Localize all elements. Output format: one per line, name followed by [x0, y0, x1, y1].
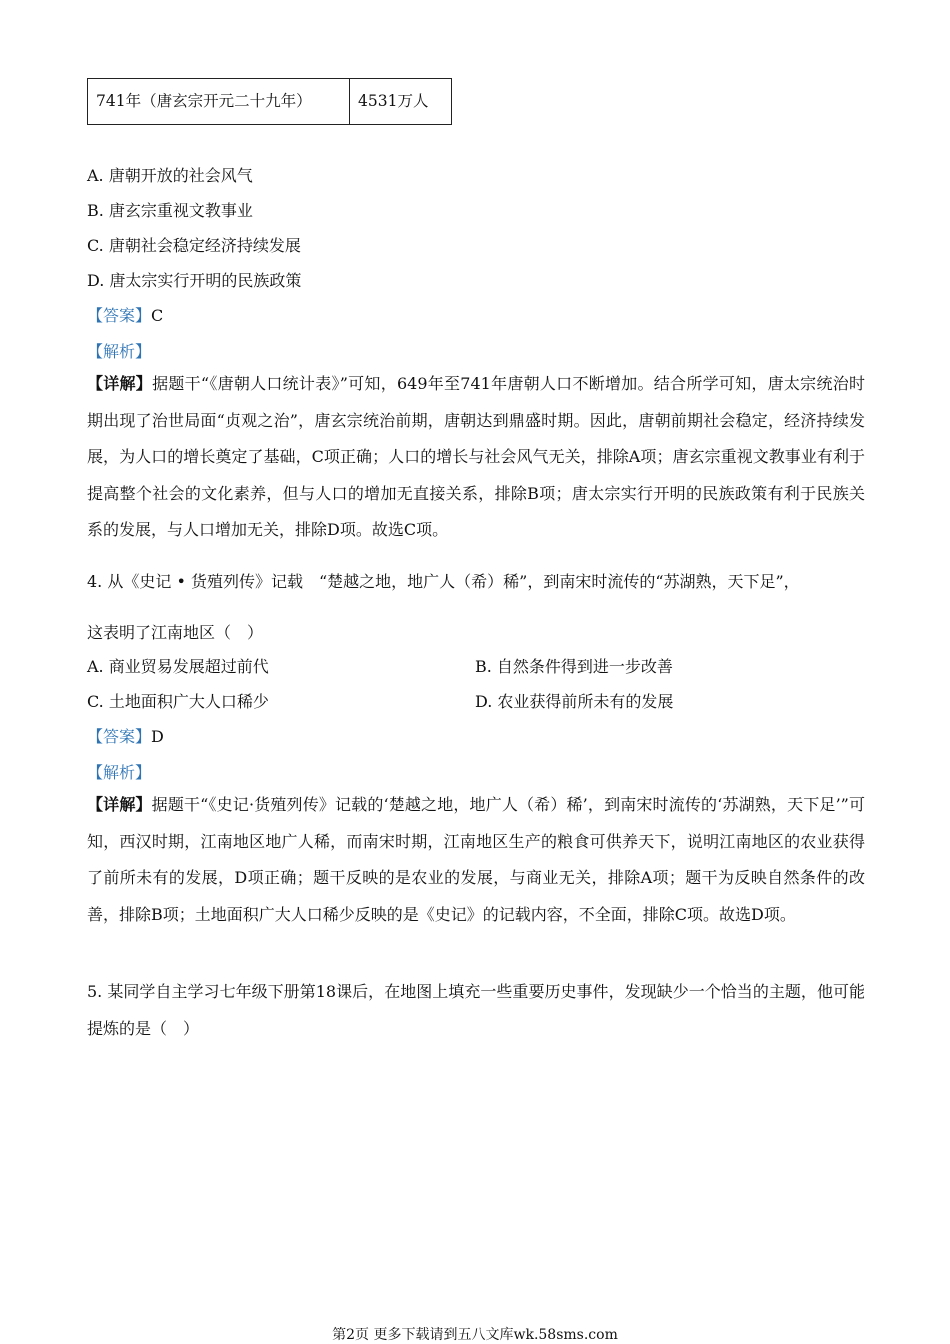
q4-option-a: A. 商业贸易发展超过前代	[87, 657, 269, 676]
population-cell: 4531万人	[350, 79, 452, 125]
detail-text: 据题干“《唐朝人口统计表》”可知，649年至741年唐朝人口不断增加。结合所学可知，唐太宗统治时期出现了治世局面“贞观之治”，唐玄宗统治前期，唐朝达到鼎盛时期。因此，唐朝前期社会稳定，经济持续发展，为人口的增长奠定了基础，C项正确；人口的增长与社会风气无关，排除A项；唐玄宗重视文教事业有利于提高整个社会的文化素养，但与人口的增加无直接关系，排除B项；唐太宗实行开明的民族政策有利于民族关系的发展，与人口增加无关，排除D项。故选C项。	[87, 374, 865, 539]
year-cell: 741年（唐玄宗开元二十九年）	[88, 79, 350, 125]
answer-value: C	[151, 306, 164, 325]
q3-analysis-label: 【解析】	[87, 342, 152, 361]
q4-analysis-label: 【解析】	[87, 763, 152, 782]
q3-detail	[87, 366, 865, 549]
q3-option-c: C. 唐朝社会稳定经济持续发展	[87, 236, 301, 255]
q5-stem: 5. 某同学自主学习七年级下册第18课后，在地图上填充一些重要历史事件，发现缺少一个恰当的主题，他可能提炼的是（ ）	[87, 982, 865, 1038]
detail-text: 据题干“《史记·货殖列传》记载的‘楚越之地，地广人（希）稀’，到南宋时流传的‘苏湖熟，天下足’”可知，西汉时期，江南地区地广人稀，而南宋时期，江南地区生产的粮食可供养天下，说明江南地区的农业获得了前所未有的发展，D项正确；题干反映的是农业的发展，与商业无关，排除A项；题干为反映自然条件的改善，排除B项；土地面积广大人口稀少反映的是《史记》的记载内容，不全面，排除C项。故选D项。	[87, 795, 865, 924]
q4-stem-line1: 4. 从《史记 • 货殖列传》记载 “楚越之地，地广人（希）稀”，到南宋时流传的“苏湖熟，天下足”，	[87, 572, 800, 591]
detail-label: 【详解】	[87, 795, 152, 814]
q3-option-a: A. 唐朝开放的社会风气	[87, 166, 253, 185]
page-footer: 第2页 更多下载请到五八文库wk.58sms.com	[332, 1327, 618, 1343]
q4-option-c: C. 土地面积广大人口稀少	[87, 692, 269, 711]
answer-label: 【答案】	[87, 727, 152, 746]
q4-detail	[87, 787, 865, 933]
q3-option-b: B. 唐玄宗重视文教事业	[87, 201, 253, 220]
answer-value: D	[151, 727, 164, 746]
answer-label: 【答案】	[87, 306, 152, 325]
q3-option-d: D. 唐太宗实行开明的民族政策	[87, 271, 302, 290]
population-table	[87, 78, 452, 125]
q3-answer	[87, 306, 163, 326]
q4-stem-line2: 这表明了江南地区（ ）	[87, 623, 264, 642]
q4-option-b: B. 自然条件得到进一步改善	[475, 657, 673, 676]
q4-option-d: D. 农业获得前所未有的发展	[475, 692, 674, 711]
q4-answer	[87, 727, 164, 747]
table-row	[88, 79, 452, 125]
detail-label: 【详解】	[87, 374, 153, 393]
